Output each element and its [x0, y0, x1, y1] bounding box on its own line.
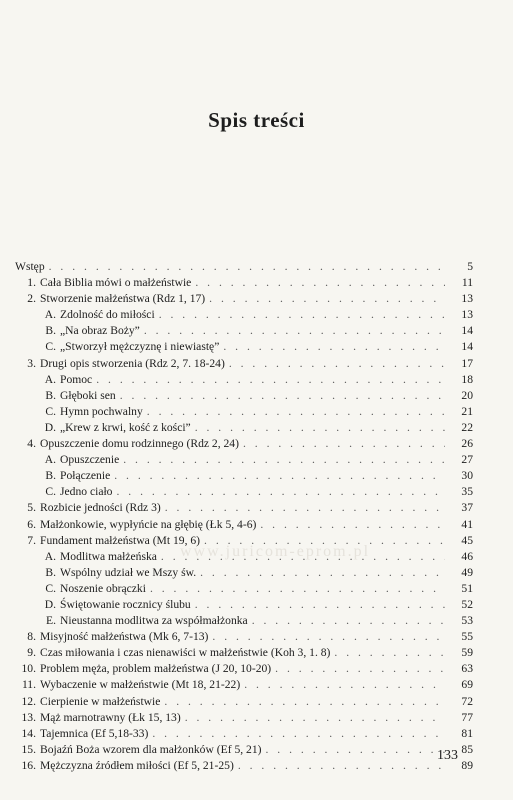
toc-entry [15, 645, 473, 661]
toc-entry [15, 517, 473, 533]
toc-entry-title: Misyjność małżeństwa (Mk 6, 7-13) [40, 630, 209, 644]
toc-dot-leader [275, 661, 445, 677]
toc-entry-number: 14. [21, 726, 36, 740]
toc-entry-page: 52 [461, 597, 473, 611]
toc-entry [15, 291, 473, 307]
toc-entry [15, 500, 473, 516]
toc-dot-leader [144, 323, 445, 339]
toc-entry-number: A. [44, 308, 56, 322]
watermark: www.juricom-eprom.pl [180, 543, 371, 560]
page-title: Spis treści [208, 108, 305, 132]
toc-dot-leader [223, 339, 445, 355]
toc-entry [15, 452, 473, 468]
toc-entry-page: 35 [461, 485, 473, 499]
toc-dot-leader [244, 677, 445, 693]
toc-dot-leader [49, 259, 445, 275]
toc-entry [15, 661, 473, 677]
toc-entry [15, 677, 473, 693]
toc-entry-title: Bojaźń Boża wzorem dla małżonków (Ef 5, 21) [40, 742, 262, 756]
toc-entry-page: 72 [461, 694, 473, 708]
toc-entry-title: Pomoc [60, 372, 93, 386]
toc-dot-leader [200, 565, 445, 581]
toc-dot-leader [185, 710, 445, 726]
toc-entry-title: Mąż marnotrawny (Łk 15, 13) [40, 710, 181, 724]
toc-dot-leader [209, 291, 445, 307]
toc-entry [15, 436, 473, 452]
toc-entry-page: 20 [461, 388, 473, 402]
toc-entry-page: 77 [461, 710, 473, 724]
toc-entry-title: Rozbicie jedności (Rdz 3) [40, 501, 161, 515]
toc-dot-leader [252, 613, 445, 629]
toc-dot-leader [152, 726, 445, 742]
toc-entry-number: A. [44, 549, 56, 563]
toc-entry-number: B. [45, 388, 56, 402]
toc-entry-number: 9. [27, 646, 36, 660]
toc-entry-title: Jedno ciało [60, 485, 113, 499]
toc-entry-page: 46 [461, 549, 473, 563]
toc-dot-leader [96, 372, 445, 388]
toc-entry-page: 26 [461, 437, 473, 451]
toc-entry-page: 18 [461, 372, 473, 386]
toc-entry [15, 710, 473, 726]
toc-entry-page: 5 [467, 260, 473, 273]
toc-entry [15, 323, 473, 339]
toc-entry [15, 484, 473, 500]
toc-dot-leader [195, 420, 445, 436]
toc-entry-page: 17 [461, 356, 473, 370]
toc-dot-leader [212, 629, 445, 645]
toc-entry-page: 30 [461, 469, 473, 483]
toc-entry-number: 7. [27, 533, 36, 547]
toc-entry [15, 758, 473, 774]
toc-dot-leader [150, 581, 445, 597]
toc-entry-page: 13 [461, 308, 473, 322]
toc-entry-title: Zdolność do miłości [60, 308, 155, 322]
toc-entry [15, 597, 473, 613]
toc-dot-leader [123, 452, 445, 468]
toc-entry-title: Czas miłowania i czas nienawiści w małżeństwie (Koh 3, 1. 8) [40, 646, 331, 660]
toc-dot-leader [164, 694, 445, 710]
toc-entry-title: Stworzenie małżeństwa (Rdz 1, 17) [40, 292, 206, 306]
toc-entry-number: 15. [21, 742, 36, 756]
toc-entry-number: B. [45, 565, 56, 579]
toc-entry [15, 307, 473, 323]
toc-entry-title: Drugi opis stworzenia (Rdz 2, 7. 18-24) [40, 356, 225, 370]
toc-entry-title: Problem męża, problem małżeństwa (J 20, 10-20) [40, 662, 272, 676]
toc-entry [15, 356, 473, 372]
toc-entry-page: 11 [461, 276, 473, 290]
toc-entry [15, 372, 473, 388]
toc-entry-title: Małżonkowie, wypłyńcie na głębię (Łk 5, 4-6) [40, 517, 257, 531]
toc-entry-number: C. [45, 404, 56, 418]
toc-entry-page: 89 [461, 758, 473, 772]
toc-entry [15, 613, 473, 629]
toc-entry [15, 581, 473, 597]
toc-entry-number: 11. [21, 678, 36, 692]
toc-entry [15, 275, 473, 291]
toc-entry-page: 37 [461, 501, 473, 515]
toc-entry-title: Cierpienie w małżeństwie [40, 694, 161, 708]
page-number: 133 [437, 748, 458, 763]
toc-entry-number: 13. [21, 710, 36, 724]
toc-entry-number: 6. [27, 517, 36, 531]
toc-entry-page: 22 [461, 420, 473, 434]
toc-entry-title: Opuszczenie [60, 453, 120, 467]
toc-entry-title: Świętowanie rocznicy ślubu [60, 597, 191, 611]
toc-entry-page: 51 [461, 581, 473, 595]
toc-entry-title: Tajemnica (Ef 5,18-33) [40, 726, 149, 740]
toc-entry-page: 21 [461, 404, 473, 418]
toc-entry [15, 259, 473, 275]
toc-entry-number: 16. [21, 758, 36, 772]
toc-entry-title: Noszenie obrączki [60, 581, 146, 595]
toc-entry [15, 404, 473, 420]
toc-entry-number: C. [45, 340, 56, 354]
toc-entry-page: 27 [461, 453, 473, 467]
toc-entry-title: Wstęp [15, 260, 45, 273]
toc-entry-page: 59 [461, 646, 473, 660]
toc-entry-title: Głęboki sen [60, 388, 116, 402]
toc-entry-number: C. [45, 581, 56, 595]
toc-entry-number: 10. [21, 662, 36, 676]
toc-entry-number: D. [44, 420, 56, 434]
toc-entry-title: Fundament małżeństwa (Mt 19, 6) [40, 533, 201, 547]
toc-dot-leader [266, 742, 446, 758]
toc-dot-leader [229, 356, 445, 372]
toc-entry-page: 55 [461, 630, 473, 644]
toc-entry-number: B. [45, 324, 56, 338]
toc-entry-number: 8. [27, 630, 36, 644]
toc-entry-page: 45 [461, 533, 473, 547]
toc-entry-title: „Na obraz Boży” [60, 324, 140, 338]
toc-dot-leader [243, 436, 445, 452]
toc-entry-page: 13 [461, 292, 473, 306]
toc-entry-title: Cała Biblia mówi o małżeństwie [40, 276, 192, 290]
toc-entry-title: Opuszczenie domu rodzinnego (Rdz 2, 24) [40, 437, 239, 451]
toc-entry-page: 69 [461, 678, 473, 692]
toc-entry-title: Wybaczenie w małżeństwie (Mt 18, 21-22) [40, 678, 241, 692]
toc-dot-leader [238, 758, 445, 774]
toc-dot-leader [114, 468, 445, 484]
toc-dot-leader [195, 275, 445, 291]
toc-entry-title: Połączenie [60, 469, 111, 483]
toc-dot-leader [147, 404, 445, 420]
toc-entry-page: 81 [461, 726, 473, 740]
toc-entry-number: 5. [27, 501, 36, 515]
toc-entry-title: „Krew z krwi, kość z kości” [60, 420, 191, 434]
toc-entry-page: 53 [461, 614, 473, 628]
toc-entry [15, 468, 473, 484]
toc-dot-leader [260, 517, 445, 533]
toc-entry-number: 4. [27, 437, 36, 451]
toc-entry-number: D. [44, 597, 56, 611]
toc-entry-page: 14 [461, 340, 473, 354]
toc-entry [15, 742, 473, 758]
toc-entry-title: „Stworzył mężczyznę i niewiastę” [60, 340, 220, 354]
toc-dot-leader [159, 307, 445, 323]
toc-entry [15, 339, 473, 355]
toc-dot-leader [334, 645, 445, 661]
toc-entry [15, 565, 473, 581]
toc-entry-page: 41 [461, 517, 473, 531]
toc-entry-page: 14 [461, 324, 473, 338]
toc-entry-number: A. [44, 372, 56, 386]
toc-entry-title: Mężczyzna źródłem miłości (Ef 5, 21-25) [40, 758, 234, 772]
toc-dot-leader [120, 388, 445, 404]
toc-entry-title: Modlitwa małżeńska [60, 549, 157, 563]
table-of-contents [15, 259, 473, 774]
toc-entry-number: E. [46, 614, 56, 628]
toc-entry-title: Wspólny udział we Mszy św. [60, 565, 197, 579]
toc-entry-number: 1. [27, 276, 36, 290]
toc-entry [15, 388, 473, 404]
toc-entry-number: A. [44, 453, 56, 467]
toc-entry [15, 726, 473, 742]
toc-entry-number: 2. [27, 292, 36, 306]
toc-dot-leader [195, 597, 445, 613]
toc-entry-number: B. [45, 469, 56, 483]
toc-entry-page: 85 [461, 742, 473, 756]
toc-entry-number: C. [45, 485, 56, 499]
toc-entry-number: 12. [21, 694, 36, 708]
toc-entry [15, 694, 473, 710]
toc-entry [15, 629, 473, 645]
toc-entry [15, 420, 473, 436]
toc-entry-number: 3. [27, 356, 36, 370]
toc-dot-leader [165, 500, 445, 516]
toc-entry-page: 63 [461, 662, 473, 676]
toc-dot-leader [116, 484, 445, 500]
toc-entry-title: Nieustanna modlitwa za współmałżonka [60, 614, 248, 628]
toc-entry-title: Hymn pochwalny [60, 404, 143, 418]
toc-entry-page: 49 [461, 565, 473, 579]
